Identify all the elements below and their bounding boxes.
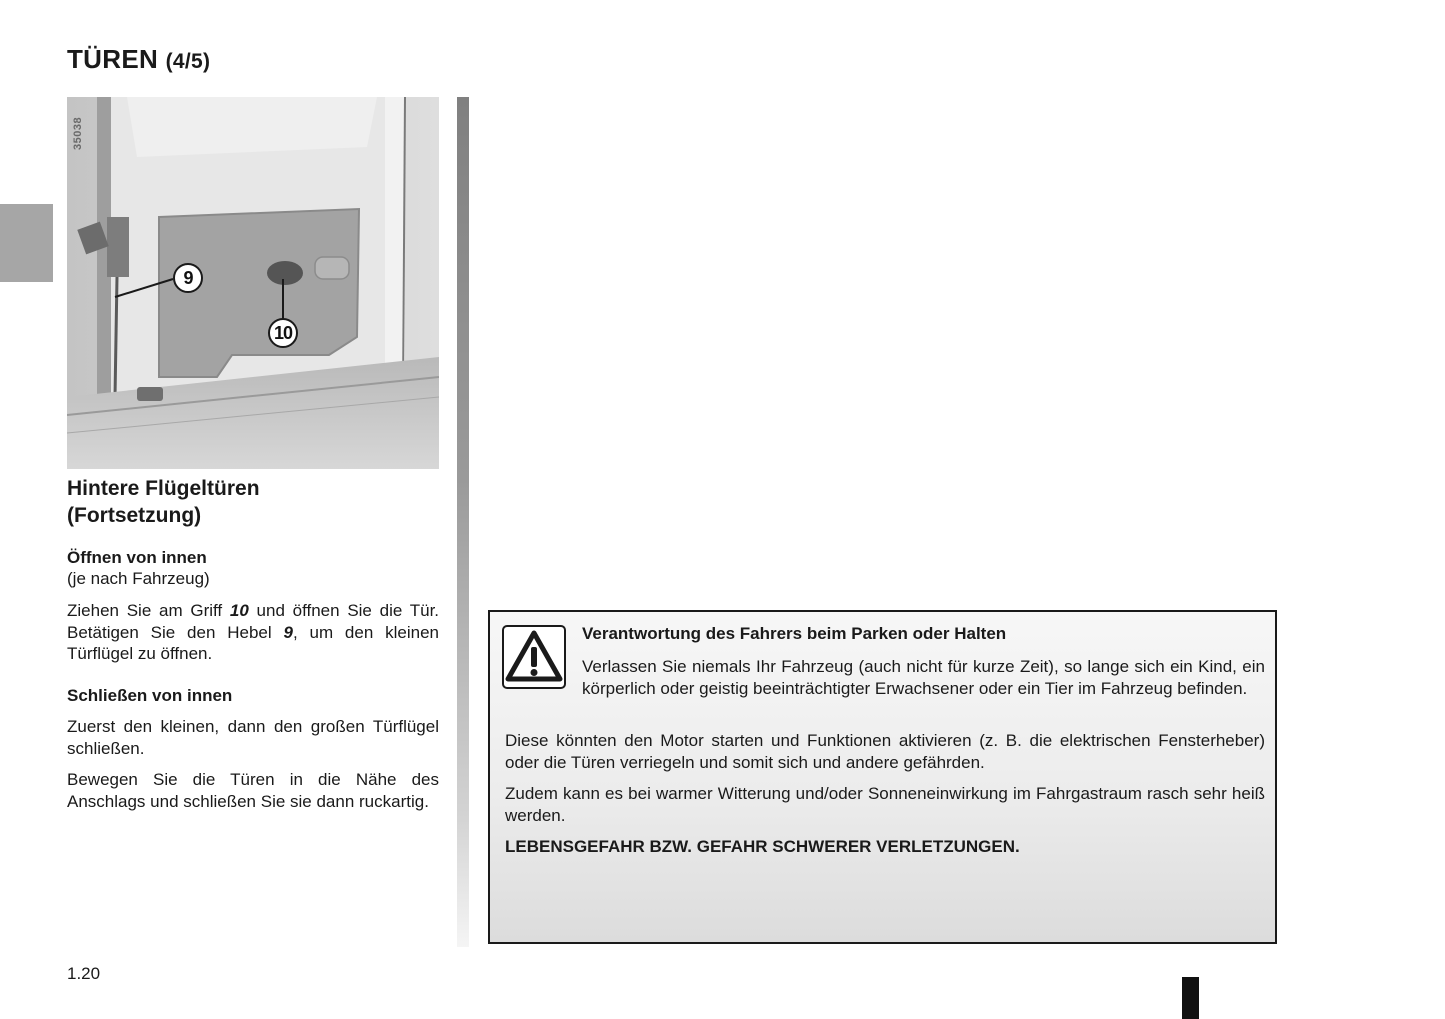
- door-interior-illustration: [67, 97, 439, 469]
- handle-reference: 10: [229, 601, 249, 620]
- warning-triangle-icon: [502, 625, 566, 689]
- warning-paragraph-4: LEBENSGEFAHR BZW. GEFAHR SCHWERER VERLETZUNGEN.: [505, 837, 1020, 856]
- callout-9: 9: [173, 263, 203, 293]
- warning-paragraph-2: Diese könnten den Motor starten und Funktionen aktivieren (z. B. die elektrischen Fensterheber) oder die Türen verriegeln und somit sich und andere gefährden.: [505, 731, 1265, 772]
- page-title: [67, 44, 210, 75]
- opening-heading: Öffnen von innen: [67, 548, 207, 567]
- page-title-main: TÜREN: [67, 44, 159, 74]
- opening-text-part2: und öffnen Sie die Tür. Betätigen Sie den Hebel: [67, 601, 440, 642]
- figure-id: 35038: [72, 116, 84, 150]
- section-heading-line2: (Fortsetzung): [67, 504, 202, 527]
- section-heading: [67, 475, 447, 529]
- page-title-counter: (4/5): [165, 50, 211, 73]
- warning-paragraph-1: Verlassen Sie niemals Ihr Fahrzeug (auch nicht für kurze Zeit), so lange sich ein Kind, ein körperlich oder geistig beeinträchtigter Erwachsener oder ein Tier im Fahrzeug befinden.: [582, 657, 1265, 698]
- page-number: 1.20: [67, 964, 101, 983]
- warning-paragraph-3: Zudem kann es bei warmer Witterung und/oder Sonneneinwirkung im Fahrgastraum rasch sehr heiß werden.: [505, 784, 1265, 825]
- opening-text-part1: Ziehen Sie am Griff: [67, 601, 230, 620]
- opening-instructions: [67, 600, 439, 665]
- opening-text-part3: , um den kleinen Türflügel zu öffnen.: [67, 622, 439, 663]
- closing-text-2: Bewegen Sie die Türen in die Nähe des Anschlags und schließen Sie sie dann ruckartig.: [67, 770, 439, 811]
- lever-reference: 9: [283, 622, 293, 642]
- warning-title: Verantwortung des Fahrers beim Parken oder Halten: [582, 624, 1007, 643]
- closing-heading: Schließen von innen: [67, 686, 233, 705]
- closing-text-1: Zuerst den kleinen, dann den großen Türflügel schließen.: [67, 717, 439, 758]
- section-heading-line1: Hintere Flügeltüren: [67, 477, 260, 500]
- column-divider: [457, 97, 469, 947]
- warning-box: [488, 610, 1277, 944]
- chapter-tab: [0, 204, 53, 282]
- opening-note: (je nach Fahrzeug): [67, 569, 210, 588]
- door-interior-photo: [67, 97, 439, 469]
- callout-10: 10: [268, 318, 298, 348]
- corner-print-mark: [1182, 977, 1199, 1019]
